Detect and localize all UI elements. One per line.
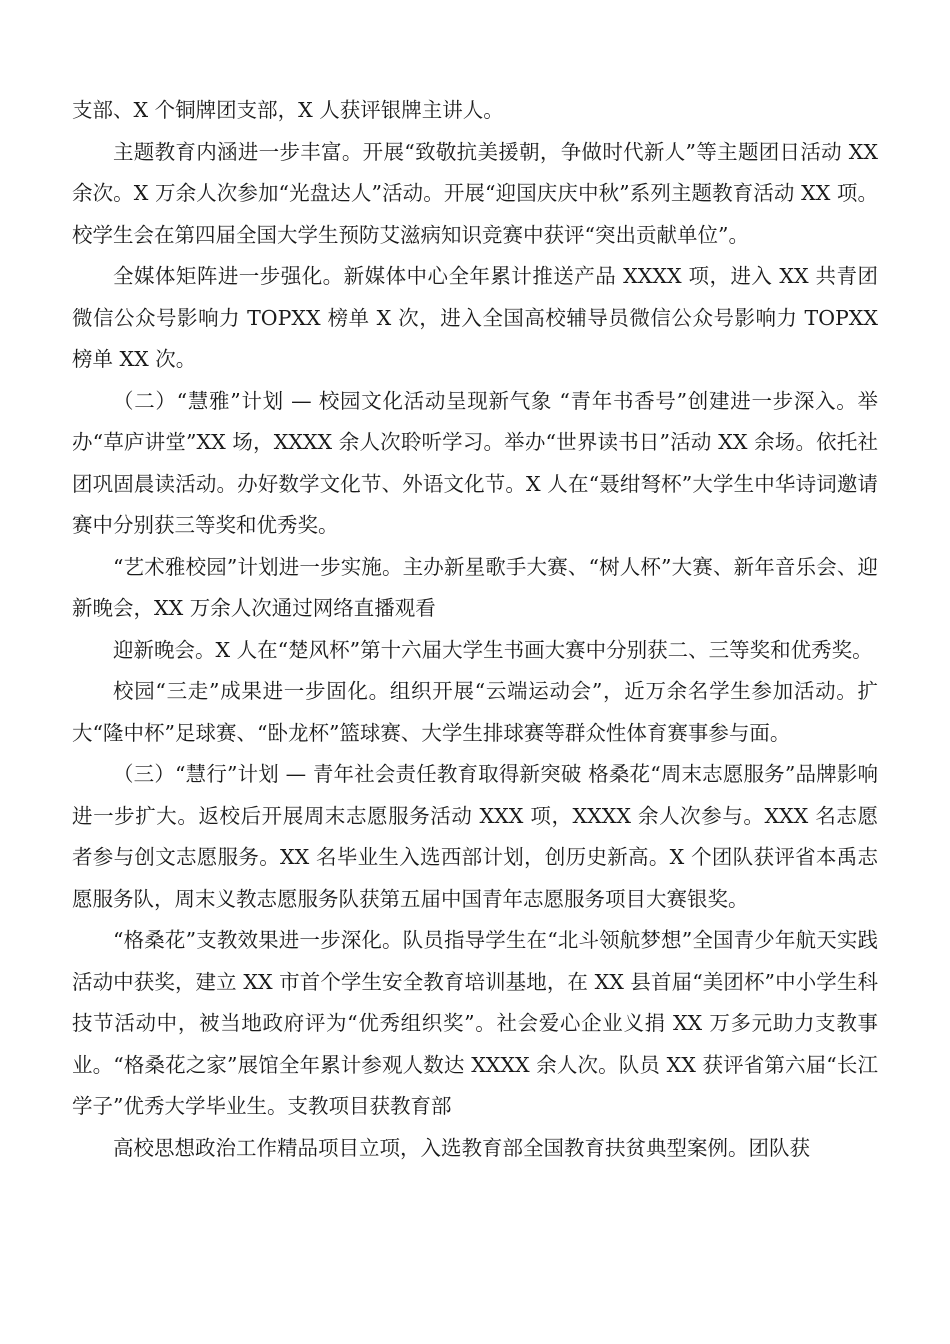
document-page bbox=[72, 90, 878, 1169]
paragraph-1: 支部、X 个铜牌团支部，X 人获评银牌主讲人。 bbox=[72, 98, 504, 122]
paragraph-10: 高校思想政治工作精品项目立项，入选教育部全国教育扶贫典型案例。团队获 bbox=[113, 1135, 810, 1160]
paragraph-7: 校园“三走”成果进一步固化。组织开展“云端运动会”，近万余名学生参加活动。扩大“隆中杯”足球赛、“卧龙杯”篮球赛、大学生排球赛等群众性体育赛事参与面。 bbox=[72, 679, 878, 745]
paragraph-3: 全媒体矩阵进一步强化。新媒体中心全年累计推送产品 XXXX 项，进入 XX 共青团微信公众号影响力 TOPXX 榜单 X 次，进入全国高校辅导员微信公众号影响力 TOPXX 榜单 XX 次。 bbox=[72, 264, 878, 371]
paragraph-9: “格桑花”支教效果进一步深化。队员指导学生在“北斗领航梦想”全国青少年航天实践活动中获奖，建立 XX 市首个学生安全教育培训基地，在 XX 县首届“美团杯”中小学生科技节活动中，被当地政府评为“优秀组织奖”。社会爱心企业义捐 XX 万多元助力支教事业。“格桑花之家”展馆全年累计参观人数达 XXXX 余人次。队员 XX 获评省第六届“长江学子”优秀大学毕业生。支教项目获教育部 bbox=[72, 928, 878, 1118]
paragraph-4: （二）“慧雅”计划 — 校园文化活动呈现新气象 “青年书香号”创建进一步深入。举办“草庐讲堂”XX 场，XXXX 余人次聆听学习。举办“世界读书日”活动 XX 余场。依托社团巩固晨读活动。办好数学文化节、外语文化节。X 人在“聂绀弩杯”大学生中华诗词邀请赛中分别获三等奖和优秀奖。 bbox=[72, 388, 878, 537]
paragraph-8: （三）“慧行”计划 — 青年社会责任教育取得新突破 格桑花“周末志愿服务”品牌影响进一步扩大。返校后开展周末志愿服务活动 XXX 项，XXXX 余人次参与。XXX 名志愿者参与创文志愿服务。XX 名毕业生入选西部计划，创历史新高。X 个团队获评省本禹志愿服务队，周末义教志愿服务队获第五届中国青年志愿服务项目大赛银奖。 bbox=[72, 762, 878, 911]
paragraph-2: 主题教育内涵进一步丰富。开展“致敬抗美援朝，争做时代新人”等主题团日活动 XX 余次。X 万余人次参加“光盘达人”活动。开展“迎国庆庆中秋”系列主题教育活动 XX 项。校学生会在第四届全国大学生预防艾滋病知识竞赛中获评“突出贡献单位”。 bbox=[72, 139, 878, 247]
paragraph-5: “艺术雅校园”计划进一步实施。主办新星歌手大赛、“树人杯”大赛、新年音乐会、迎新晚会，XX 万余人次通过网络直播观看 bbox=[72, 554, 878, 620]
paragraph-6: 迎新晚会。X 人在“楚风杯”第十六届大学生书画大赛中分别获二、三等奖和优秀奖。 bbox=[113, 637, 873, 662]
